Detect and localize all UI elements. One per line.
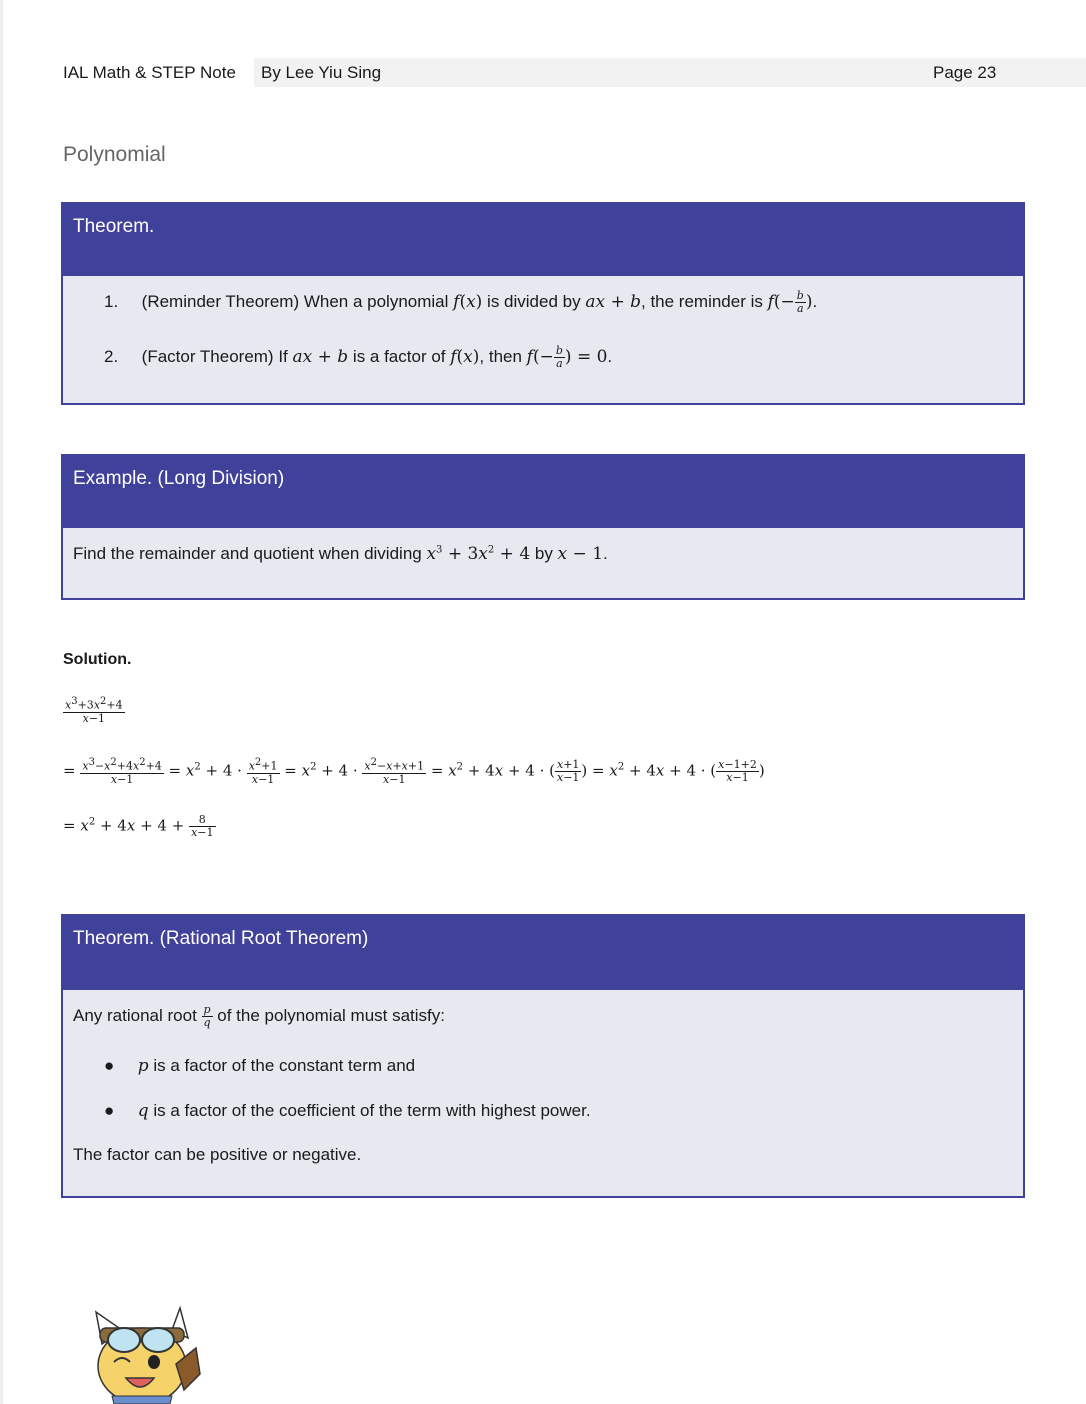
fraction-b-over-a: $\frac{b}{a}$: [796, 289, 804, 315]
header-course: IAL Math & STEP Note: [63, 63, 236, 82]
item-number: 2.: [104, 346, 119, 366]
theorem-intro: Any rational root $\frac{p}{q}$ of the polynomial must satisfy:: [73, 1003, 445, 1029]
example-box-title: Example. (Long Division): [63, 456, 1023, 528]
item-text: (Factor Theorem) If: [141, 346, 293, 366]
theorem-box-body: [63, 276, 1023, 403]
item-text: (Reminder Theorem) When a polynomial: [141, 291, 454, 311]
header-page-number: Page 23: [933, 63, 997, 82]
bullet-icon: ●: [104, 1101, 115, 1120]
page-edge: [0, 0, 3, 1404]
bullet-item-1: ● p is a factor of the constant term and: [104, 1056, 416, 1076]
solution-line-1: $\frac{x^3+3x^2+4}{x-1}$: [65, 696, 123, 725]
theorem-item-2: 2. (Factor Theorem) If ax + b is a factor of f(x), then f(− $\frac{b}{a}$ ) = 0.: [104, 344, 613, 370]
theorem-footer: The factor can be positive or negative.: [73, 1145, 362, 1164]
theorem-box-title: Theorem.: [63, 204, 1023, 276]
theorem-box: [61, 202, 1025, 405]
solution-line-2: = $\frac{x^3-x^2+4x^2+4}{x-1}$ = $x^2 + 4$ · $\frac{x^2+1}{x-1}$ = $x^2 + 4$ · $\frac{x^2-x+x+1}{x-1}$ = $x^2 + 4x + 4$ · ( $\frac{x+1}{x-1}$ ) = $x^2 + 4x + 4$ · ( $\frac{x-1+2}{x-1}$ ): [63, 757, 765, 786]
item-number: 1.: [104, 291, 119, 311]
example-box-body: [63, 528, 1023, 598]
section-title: Polynomial: [63, 143, 166, 166]
rational-root-theorem-title: Theorem. (Rational Root Theorem): [63, 916, 1023, 990]
bullet-icon: ●: [104, 1056, 115, 1075]
fraction-b-over-a: $\frac{b}{a}$: [555, 344, 563, 370]
rational-root-theorem-box: [61, 914, 1025, 1198]
example-box: [61, 454, 1025, 600]
bullet-item-2: ● q is a factor of the coefficient of the term with highest power.: [104, 1101, 591, 1121]
math-fx: f: [453, 291, 460, 312]
example-question: Find the remainder and quotient when dividing $x^3 + 3x^2 + 4$ by x − 1.: [73, 544, 608, 564]
rational-root-theorem-body: [63, 990, 1023, 1196]
theorem-item-1: 1. (Reminder Theorem) When a polynomial f(x) is divided by ax + b, the reminder is f(− $\frac{b}{a}$ ).: [104, 289, 818, 315]
header-bar: [254, 58, 1086, 87]
solution-title: Solution.: [63, 651, 132, 668]
mascot-illustration: [92, 1304, 202, 1404]
solution-line-3: = $x^2 + 4x + 4$ + $\frac{8}{x-1}$: [63, 813, 214, 839]
header-author: By Lee Yiu Sing: [261, 63, 382, 82]
